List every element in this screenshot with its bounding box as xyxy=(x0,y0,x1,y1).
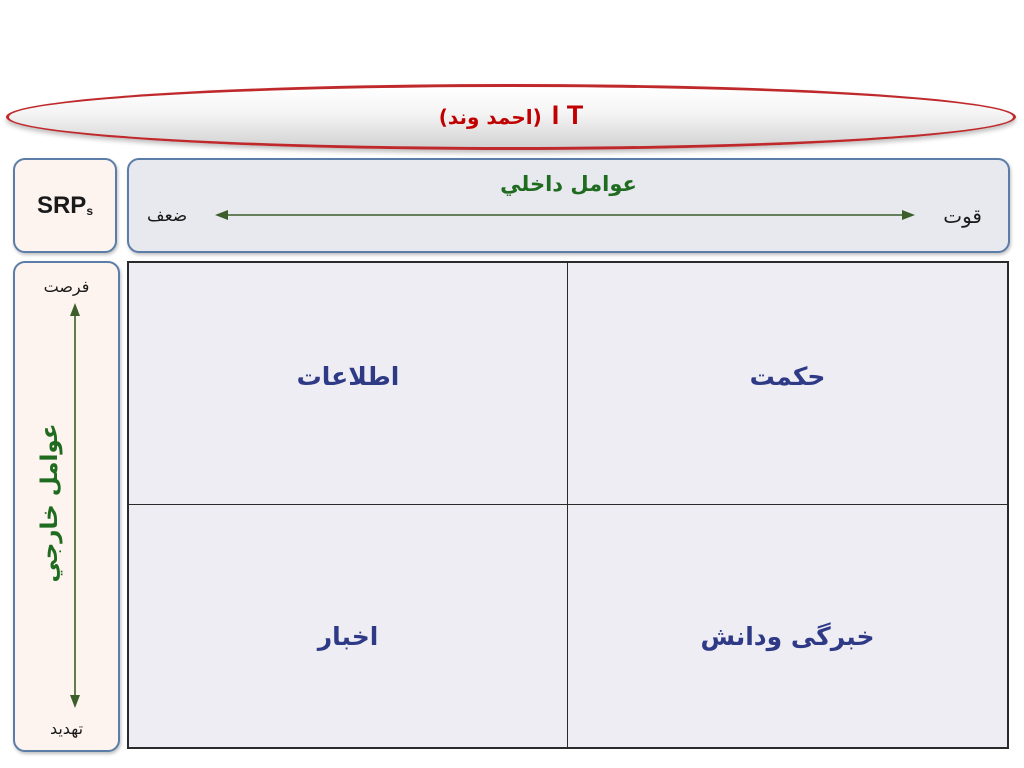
cell-top-left xyxy=(129,263,568,505)
srp-main: SRP xyxy=(36,191,87,219)
cell-bottom-right xyxy=(568,505,1007,747)
external-factors-box xyxy=(13,261,120,752)
title-banner xyxy=(6,84,1016,150)
title-subtitle: (احمد وند) xyxy=(438,104,542,129)
cell-top-left-text: اطلاعات xyxy=(296,362,400,391)
cell-bottom-right-text: خبرگی ودانش xyxy=(700,621,875,651)
opportunity-label: فرصت xyxy=(43,277,90,296)
strength-label: قوت xyxy=(943,204,982,228)
internal-factors-box xyxy=(127,158,1010,253)
weakness-label: ضعف xyxy=(147,206,188,226)
cell-top-right xyxy=(568,263,1007,505)
threat-label: تهديد xyxy=(49,719,84,738)
horizontal-double-arrow xyxy=(215,208,915,222)
internal-factors-label: عوامل داخلي xyxy=(500,172,637,196)
vertical-double-arrow xyxy=(68,303,82,708)
cell-bottom-left xyxy=(129,505,568,747)
srp-label xyxy=(37,192,93,220)
cell-bottom-left-text: اخبار xyxy=(317,621,379,651)
matrix-grid xyxy=(127,261,1009,749)
title-main: I T xyxy=(551,99,584,130)
external-factors-label: عوامل خارجي xyxy=(37,423,63,583)
srp-box xyxy=(13,158,117,253)
title xyxy=(439,100,583,131)
srp-suffix: s xyxy=(86,203,94,218)
cell-top-right-text: حكمت xyxy=(749,362,826,391)
